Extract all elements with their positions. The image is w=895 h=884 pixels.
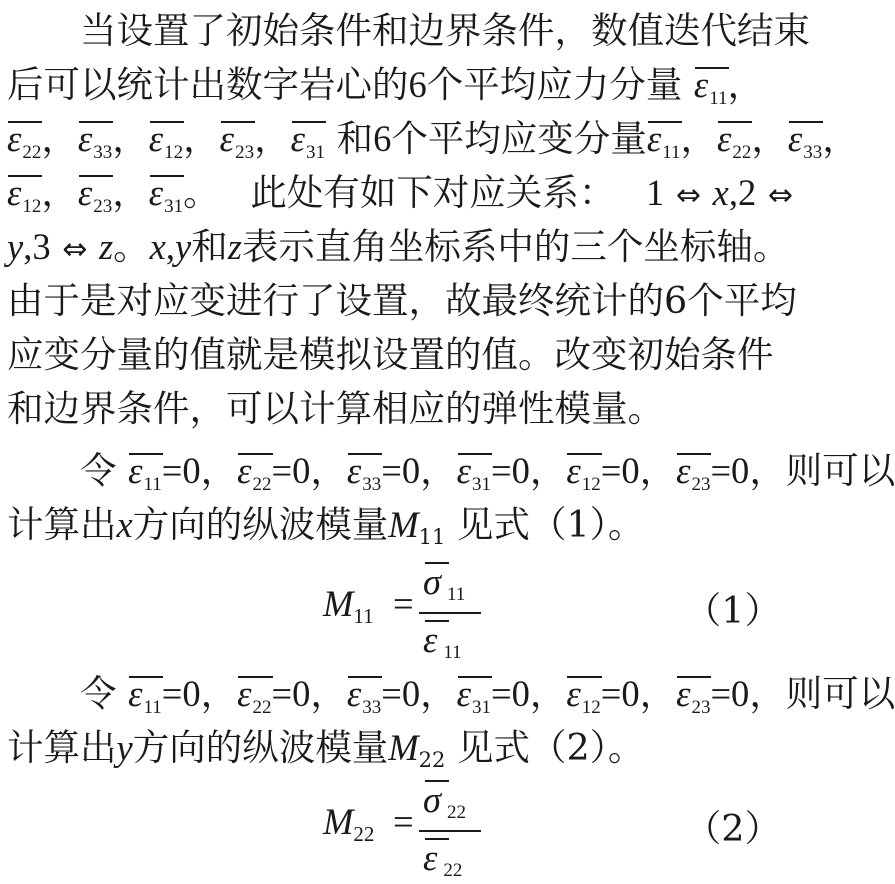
eq1-fraction	[417, 556, 483, 666]
mean-strain-12: $\varepsilon_{12}$	[7, 166, 41, 234]
text: 个平均应力分量	[426, 63, 683, 106]
mean-strain-31: $\varepsilon_{31}$	[149, 166, 183, 234]
mean-strain-22: $\varepsilon_{22}$	[717, 112, 751, 180]
eq1-numerator: σ 11	[423, 561, 466, 605]
para1-line7: 应变分量的值就是模拟设置的值。改变初始条件	[7, 333, 774, 376]
mean-strain-33: $\varepsilon_{33}$	[788, 112, 822, 180]
equation-1	[7, 556, 793, 666]
eq1-tag: （1）	[684, 589, 781, 632]
eq1-lhs: M11	[323, 583, 374, 628]
mean-stress-23: $\varepsilon_{23}$	[220, 112, 254, 180]
para1-line8: 和边界条件，可以计算相应的弹性模量。	[7, 387, 664, 430]
condition1-line2: 计算出x方向的纵波模量M11 见式（1）。	[7, 503, 645, 549]
correspondence-text: 此处有如下对应关系：	[250, 171, 616, 214]
eq2-equals: =	[393, 801, 414, 842]
eq1-denominator: ε 11	[423, 619, 462, 663]
eq1-equals: =	[393, 583, 414, 624]
para1-line1	[7, 4, 866, 58]
iff-symbol: ⇔	[62, 232, 88, 267]
para1-line4: $\varepsilon_{12}$，$\varepsilon_{23}$，$\varepsilon_{31}$。 此处有如下对应关系： 1 ⇔ x,2 ⇔	[7, 166, 793, 220]
mean-stress-11: $\varepsilon_{11}$	[694, 58, 728, 126]
condition1-line: 令 $\varepsilon_{11}=0$，$\varepsilon_{22}=0$，$\varepsilon_{33}=0$，$\varepsilon_{31}=0$，$\varepsilon_{12}=0$，$\varepsilon_{23}=0$，则可以	[7, 444, 866, 498]
eq2-numerator: σ 22	[423, 779, 467, 823]
eq2-denominator: ε 22	[423, 837, 463, 881]
mean-stress-31: $\varepsilon_{31}$	[291, 112, 325, 180]
mean-stress-33: $\varepsilon_{33}$	[78, 112, 112, 180]
iff-symbol: ⇔	[767, 178, 793, 213]
mean-stress-22: $\varepsilon_{22}$	[7, 112, 41, 180]
condition2-line2: 计算出y方向的纵波模量M22 见式（2）。	[7, 726, 645, 772]
eq2-tag: （2）	[684, 807, 781, 850]
text: 后可以统计出数字岩心的	[7, 63, 409, 106]
para1-line6: 由于是对应变进行了设置，故最终统计的6个平均	[7, 279, 797, 322]
para1-line5: y,3 ⇔ z。x,y和z表示直角坐标系中的三个坐标轴。	[7, 225, 790, 268]
para1-line2: 后可以统计出数字岩心的6个平均应力分量 $\varepsilon_{11}$，	[7, 58, 793, 112]
para1-line1-text: 当设置了初始条件和边界条件，数值迭代结束	[80, 9, 810, 52]
mean-stress-12: $\varepsilon_{12}$	[149, 112, 183, 180]
condition2-line: 令 $\varepsilon_{11}=0$，$\varepsilon_{22}=0$，$\varepsilon_{33}=0$，$\varepsilon_{31}=0$，$\varepsilon_{12}=0$，$\varepsilon_{23}=0$，则可以	[7, 667, 866, 721]
para1-line3: $\varepsilon_{22}$，$\varepsilon_{33}$，$\varepsilon_{12}$，$\varepsilon_{23}$，$\varepsilon_{31}$ 和6个平均应变分量$\varepsilon_{11}$，$\varepsilon_{22}$，$\varepsilon_{33}$，	[7, 112, 793, 166]
eq2-fraction	[417, 774, 483, 884]
mean-strain-11: $\varepsilon_{11}$	[647, 112, 681, 180]
eq1-fraction-bar	[419, 612, 481, 614]
iff-symbol: ⇔	[675, 178, 702, 213]
number-6: 6	[408, 64, 427, 105]
eq2-fraction-bar	[419, 830, 481, 832]
equation-2	[7, 774, 793, 884]
mean-strain-23: $\varepsilon_{23}$	[78, 166, 112, 234]
eq2-lhs: M22	[323, 801, 375, 846]
